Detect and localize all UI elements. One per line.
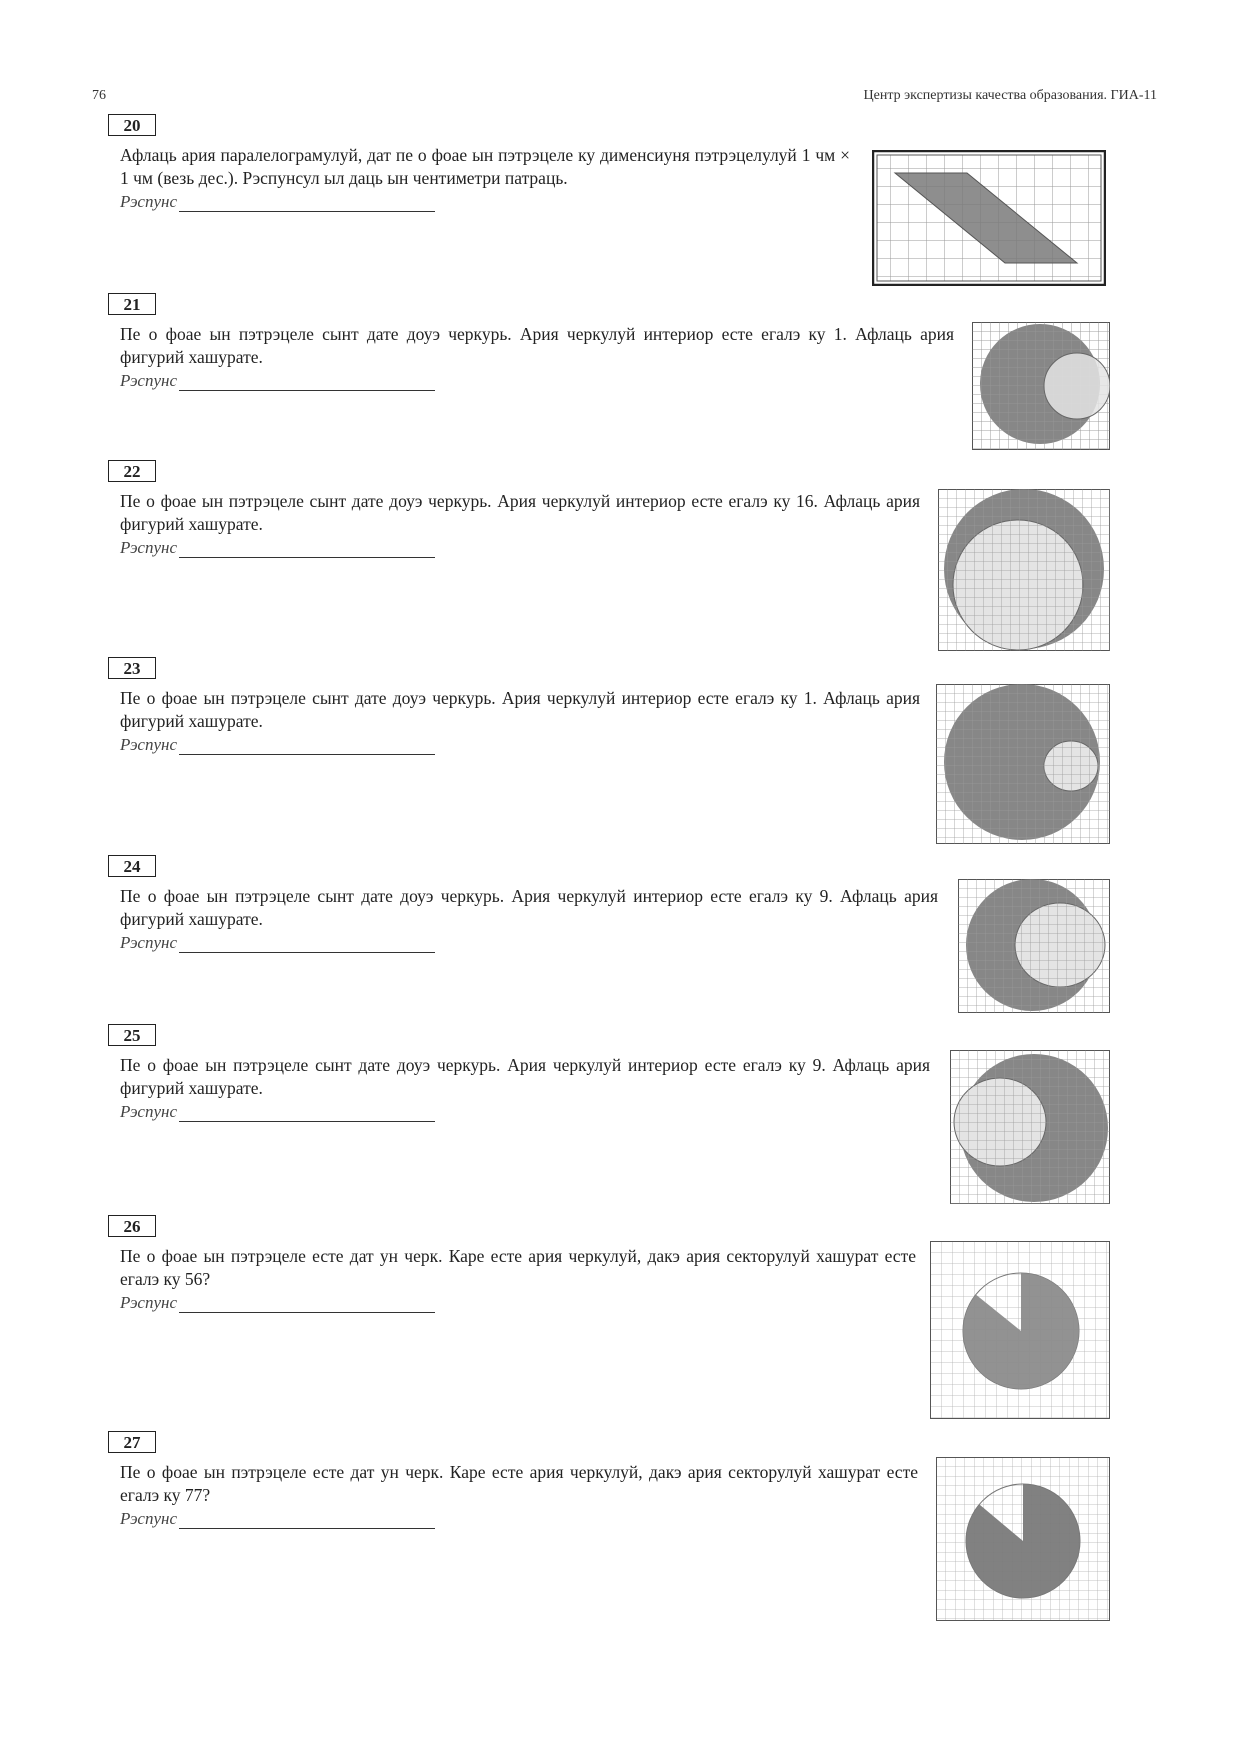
task-text: Пе о фоае ын пэтрэцеле сынт дате доуэ черкурь. Ария черкулуй интериор есте егалэ ку 1. Афлаць ария фигурий хашурате. (120, 688, 920, 731)
sector-figure-27 (936, 1457, 1110, 1621)
answer-field[interactable] (120, 192, 435, 212)
answer-line[interactable] (179, 194, 435, 212)
answer-line[interactable] (179, 1295, 435, 1313)
answer-line[interactable] (179, 737, 435, 755)
task-number: 27 (108, 1431, 156, 1453)
answer-field[interactable] (120, 933, 435, 953)
task-text: Пе о фоае ын пэтрэцеле есте дат ун черк. Каре есте ария черкулуй, дакэ ария секторулуй хашурат есте егалэ ку 77? (120, 1462, 918, 1505)
two-circles-figure-24 (958, 879, 1110, 1013)
parallelogram-figure (872, 150, 1106, 286)
answer-line[interactable] (179, 373, 435, 391)
answer-field[interactable] (120, 538, 435, 558)
task-text: Пе о фоае ын пэтрэцеле сынт дате доуэ черкурь. Ария черкулуй интериор есте егалэ ку 16. Афлаць ария фигурий хашурате. (120, 491, 920, 534)
answer-label: Рэспунс (120, 735, 177, 754)
answer-line[interactable] (179, 1104, 435, 1122)
answer-label: Рэспунс (120, 1102, 177, 1121)
answer-line[interactable] (179, 935, 435, 953)
answer-label: Рэспунс (120, 1509, 177, 1528)
two-circles-figure-21 (972, 322, 1110, 450)
two-circles-figure-23 (936, 684, 1110, 844)
header-title: Центр экспертизы качества образования. ГИА-11 (863, 88, 1157, 103)
task-number: 22 (108, 460, 156, 482)
task-number: 25 (108, 1024, 156, 1046)
answer-label: Рэспунс (120, 371, 177, 390)
answer-label: Рэспунс (120, 538, 177, 557)
inner-circle (1044, 353, 1110, 419)
task-text: Пе о фоае ын пэтрэцеле сынт дате доуэ черкурь. Ария черкулуй интериор есте егалэ ку 1. Афлаць ария фигурий хашурате. (120, 324, 954, 367)
answer-label: Рэспунс (120, 192, 177, 211)
task-text: Пе о фоае ын пэтрэцеле сынт дате доуэ черкурь. Ария черкулуй интериор есте егалэ ку 9. Афлаць ария фигурий хашурате. (120, 886, 938, 929)
task-text: Пе о фоае ын пэтрэцеле сынт дате доуэ черкурь. Ария черкулуй интериор есте егалэ ку 9. Афлаць ария фигурий хашурате. (120, 1055, 930, 1098)
task-text: Афлаць ария паралелограмулуй, дат пе о фоае ын пэтрэцеле ку дименсиуня пэтрэцелулуй 1 чм × 1 чм (везь дес.). Рэспунсул ыл даць ын чентиметри патраць. (120, 145, 850, 188)
sector-figure-26 (930, 1241, 1110, 1419)
answer-field[interactable] (120, 1293, 435, 1313)
task-text: Пе о фоае ын пэтрэцеле есте дат ун черк. Каре есте ария черкулуй, дакэ ария секторулуй хашурат есте егалэ ку 56? (120, 1246, 916, 1289)
answer-field[interactable] (120, 735, 435, 755)
answer-field[interactable] (120, 1102, 435, 1122)
page-number: 76 (92, 88, 106, 103)
task-number: 23 (108, 657, 156, 679)
task-number: 20 (108, 114, 156, 136)
answer-line[interactable] (179, 540, 435, 558)
answer-field[interactable] (120, 371, 435, 391)
two-circles-figure-25 (950, 1050, 1110, 1204)
answer-field[interactable] (120, 1509, 435, 1529)
answer-line[interactable] (179, 1511, 435, 1529)
task-number: 21 (108, 293, 156, 315)
answer-label: Рэспунс (120, 933, 177, 952)
answer-label: Рэспунс (120, 1293, 177, 1312)
task-number: 26 (108, 1215, 156, 1237)
task-number: 24 (108, 855, 156, 877)
two-circles-figure-22 (938, 489, 1110, 651)
